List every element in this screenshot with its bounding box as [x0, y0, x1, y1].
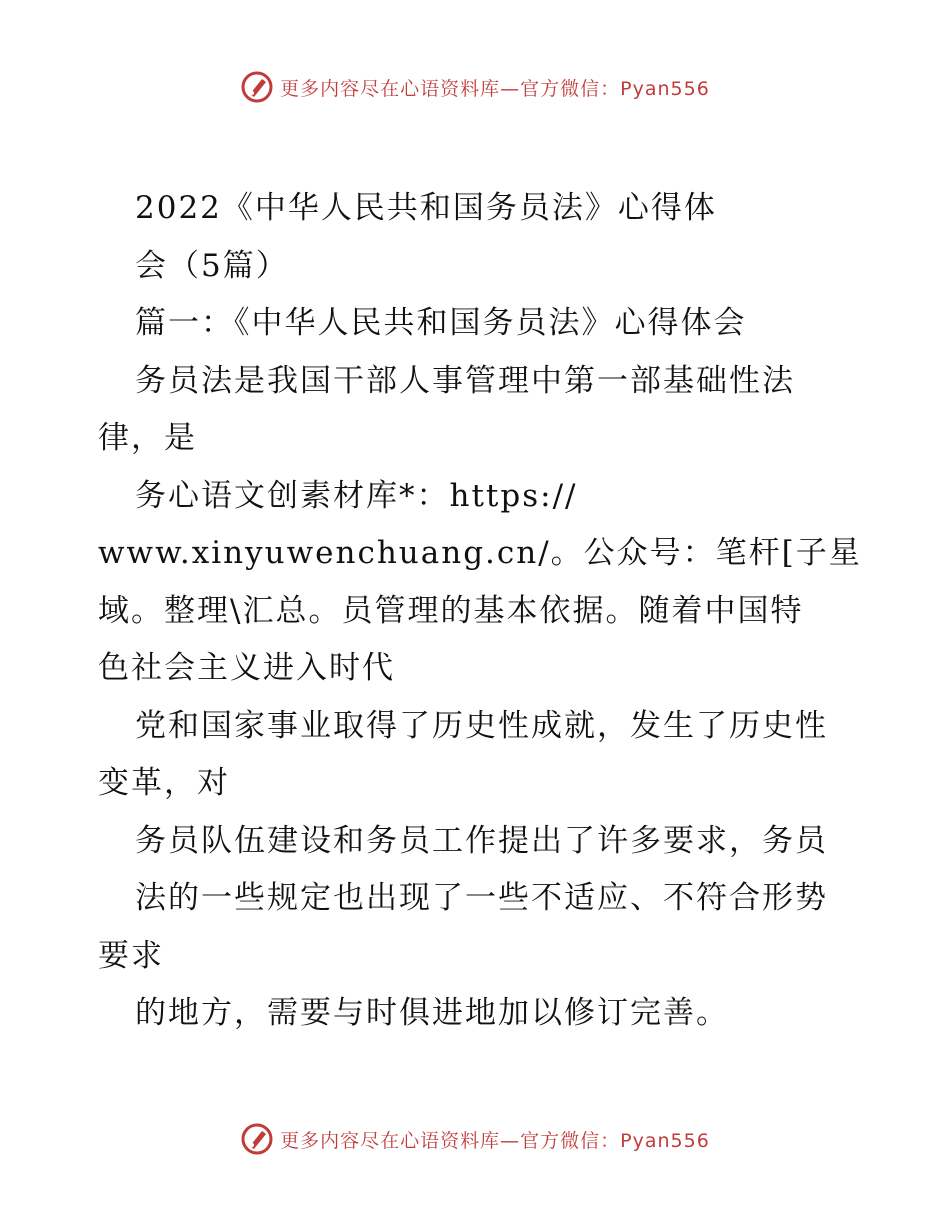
- text-line: 的地方，需要与时俱进地加以修订完善。: [135, 995, 729, 1031]
- text-line: 变革，对: [98, 765, 230, 801]
- text-line: 法的一些规定也出现了一些不适应、不符合形势: [135, 880, 828, 916]
- header-banner: [0, 70, 950, 104]
- pen-logo-icon: [240, 1122, 274, 1156]
- text-line: 律，是: [98, 420, 197, 456]
- text-line: 域。整理\汇总。员管理的基本依据。随着中国特: [98, 592, 804, 629]
- text-line: www.xinyuwenchuang.cn/。公众号：笔杆[子星: [98, 535, 862, 571]
- footer-banner: [0, 1122, 950, 1156]
- document-body: [98, 180, 862, 1043]
- text-line: 篇一：《中华人民共和国务员法》心得体会: [135, 305, 747, 341]
- text-line: 务员队伍建设和务员工作提出了许多要求，务员: [135, 822, 828, 859]
- text-line: 要求: [98, 937, 164, 974]
- pen-logo-icon: [240, 70, 274, 104]
- header-banner-text: 更多内容尽在心语资料库—官方微信：Pyan556: [280, 77, 710, 100]
- text-line: 会（5篇）: [135, 247, 289, 284]
- text-line: 务心语文创素材库*：https://: [135, 477, 578, 514]
- text-line: 色社会主义进入时代: [98, 650, 395, 686]
- footer-banner-text: 更多内容尽在心语资料库—官方微信：Pyan556: [280, 1129, 710, 1152]
- text-line: 务员法是我国干部人事管理中第一部基础性法: [135, 362, 795, 399]
- text-line: 2022《中华人民共和国务员法》心得体: [135, 190, 717, 226]
- text-line: 党和国家事业取得了历史性成就，发生了历史性: [135, 707, 828, 744]
